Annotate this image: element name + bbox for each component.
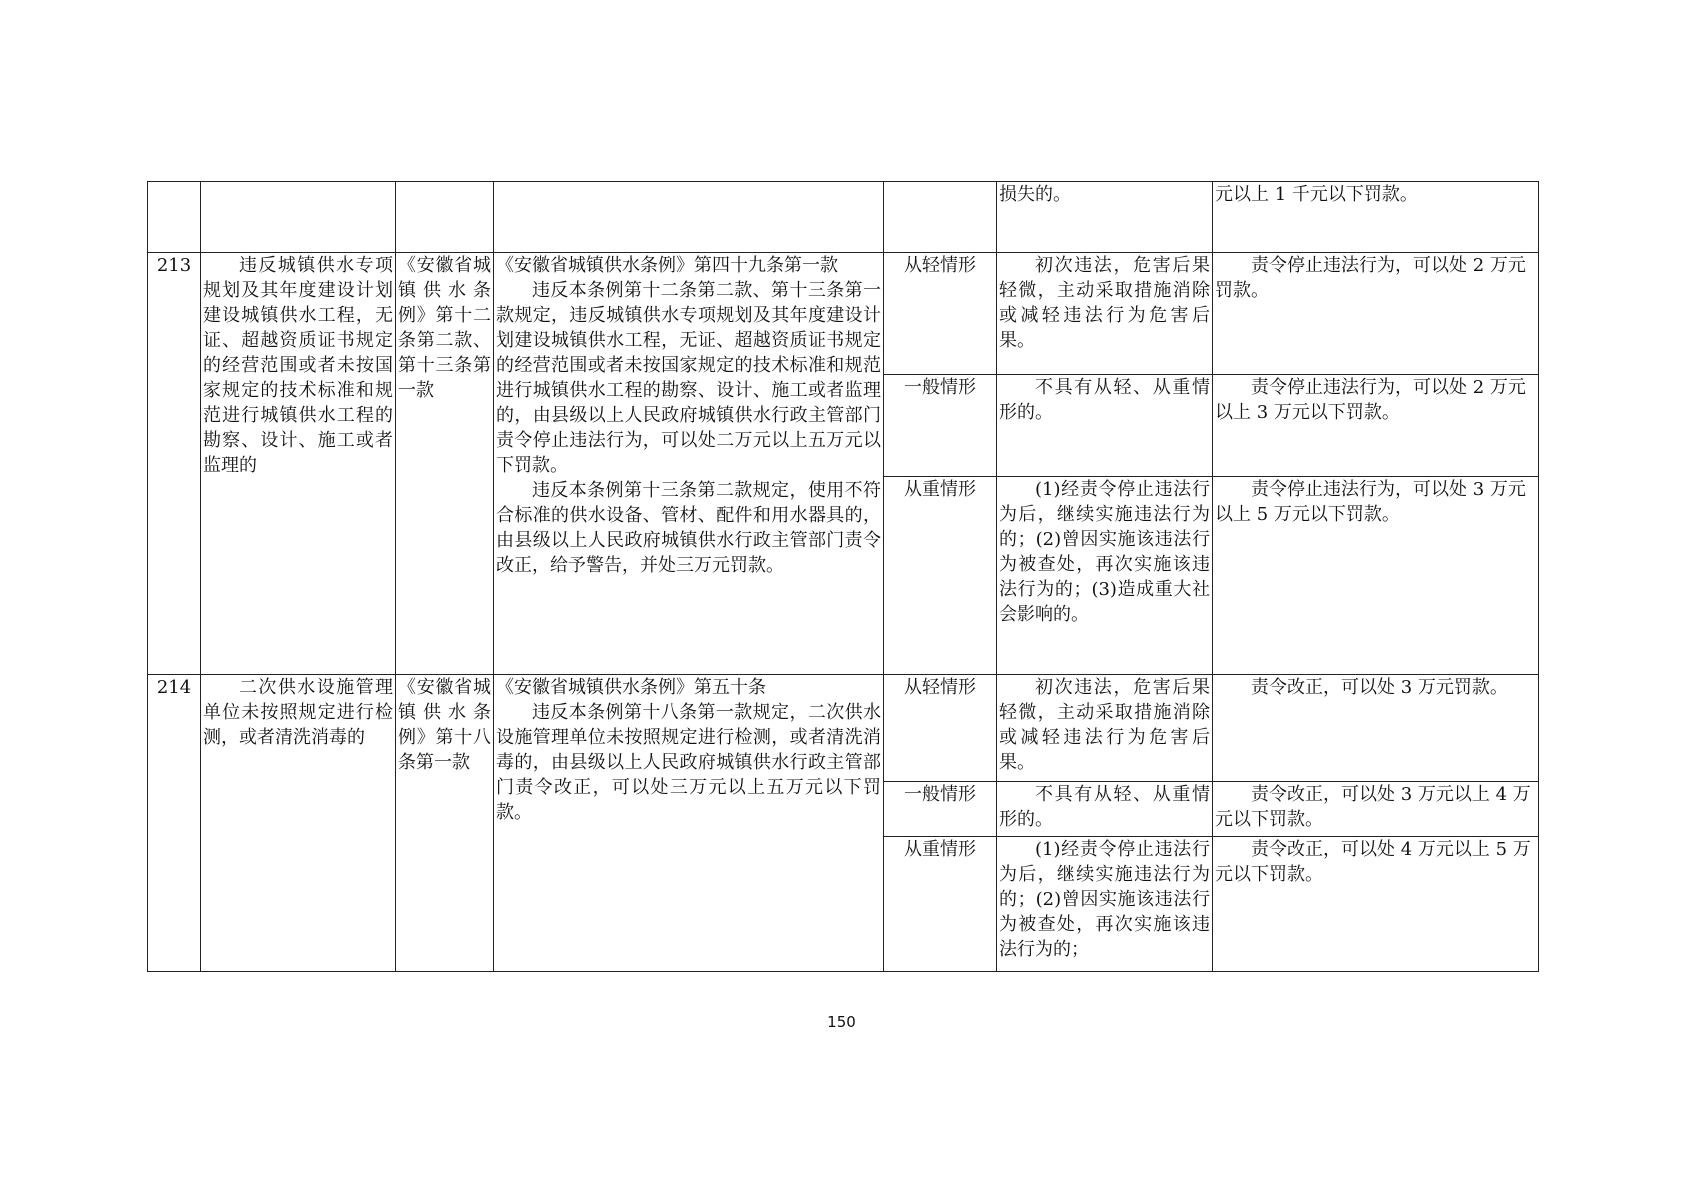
penalty-standard-cell: 元以上 1 千元以下罚款。: [1213, 182, 1539, 253]
penalty-standard-cell: 责令改正，可以处 3 万元罚款。: [1213, 675, 1539, 782]
condition-cell: 初次违法，危害后果轻微，主动采取措施消除或减轻违法行为危害后果。: [997, 675, 1213, 782]
penalty-standard-cell: 责令停止违法行为，可以处 3 万元以上 5 万元以下罚款。: [1213, 477, 1539, 675]
legal-basis-cell: 《安徽省城镇供水条例》第十二条第二款、第十三条第一款: [396, 253, 494, 675]
legal-basis-cell: 《安徽省城镇供水条例》第十八条第一款: [396, 675, 494, 972]
penalty-clause-cell: [494, 675, 884, 972]
clause-paragraph: 违反本条例第十三条第二款规定，使用不符合标准的供水设备、管材、配件和用水器具的，由县级以上人民政府城镇供水行政主管部门责令改正，给予警告，并处三万元罚款。: [496, 480, 881, 576]
clause-paragraph: 违反本条例第十二条第二款、第十三条第一款规定，违反城镇供水专项规划及其年度建设计划建设城镇供水工程，无证、超越资质证书规定的经营范围或者未按国家规定的技术标准和规范进行城镇供水工程的勘察、设计、施工或者监理的，由县级以上人民政府城镇供水行政主管部门责令停止违法行为，可以处二万元以上五万元以下罚款。: [496, 280, 881, 476]
clause-title: 《安徽省城镇供水条例》第四十九条第一款: [496, 255, 838, 276]
severity-level-cell: 一般情形: [884, 782, 997, 837]
severity-level-cell: 从重情形: [884, 477, 997, 675]
penalty-standard-cell: 责令改正，可以处 3 万元以上 4 万元以下罚款。: [1213, 782, 1539, 837]
condition-cell: 不具有从轻、从重情形的。: [997, 782, 1213, 837]
legal-basis-cell: [396, 182, 494, 253]
violation-cell: 二次供水设施管理单位未按照规定进行检测，或者清洗消毒的: [201, 675, 396, 972]
condition-cell: 损失的。: [997, 182, 1213, 253]
item-number-cell: [148, 182, 201, 253]
penalty-standard-cell: 责令改正，可以处 4 万元以上 5 万元以下罚款。: [1213, 837, 1539, 972]
severity-level-cell: 从重情形: [884, 837, 997, 972]
penalty-discretion-table: [147, 181, 1539, 972]
item-number-cell: 213: [148, 253, 201, 675]
item-number-cell: 214: [148, 675, 201, 972]
clause-paragraph: 违反本条例第十八条第一款规定，二次供水设施管理单位未按照规定进行检测，或者清洗消毒的，由县级以上人民政府城镇供水行政主管部门责令改正，可以处三万元以上五万元以下罚款。: [496, 702, 881, 823]
penalty-standard-cell: 责令停止违法行为，可以处 2 万元罚款。: [1213, 253, 1539, 375]
clause-title: 《安徽省城镇供水条例》第五十条: [496, 677, 766, 698]
condition-cell: 初次违法，危害后果轻微，主动采取措施消除或减轻违法行为危害后果。: [997, 253, 1213, 375]
penalty-standard-cell: 责令停止违法行为，可以处 2 万元以上 3 万元以下罚款。: [1213, 375, 1539, 477]
penalty-clause-cell: [494, 253, 884, 675]
penalty-clause-cell: [494, 182, 884, 253]
table-row: [148, 182, 1539, 253]
severity-level-cell: 一般情形: [884, 375, 997, 477]
severity-level-cell: 从轻情形: [884, 253, 997, 375]
severity-level-cell: 从轻情形: [884, 675, 997, 782]
condition-cell: 不具有从轻、从重情形的。: [997, 375, 1213, 477]
violation-cell: 违反城镇供水专项规划及其年度建设计划建设城镇供水工程，无证、超越资质证书规定的经营范围或者未按国家规定的技术标准和规范进行城镇供水工程的勘察、设计、施工或者监理的: [201, 253, 396, 675]
table-row: [148, 253, 1539, 375]
violation-cell: [201, 182, 396, 253]
severity-level-cell: [884, 182, 997, 253]
table-row: [148, 675, 1539, 782]
condition-cell: (1)经责令停止违法行为后，继续实施违法行为的；(2)曾因实施该违法行为被查处，再次实施该违法行为的；(3)造成重大社会影响的。: [997, 477, 1213, 675]
page-number: 150: [827, 1013, 856, 1031]
condition-cell: (1)经责令停止违法行为后，继续实施违法行为的；(2)曾因实施该违法行为被查处，再次实施该违法行为的；: [997, 837, 1213, 972]
